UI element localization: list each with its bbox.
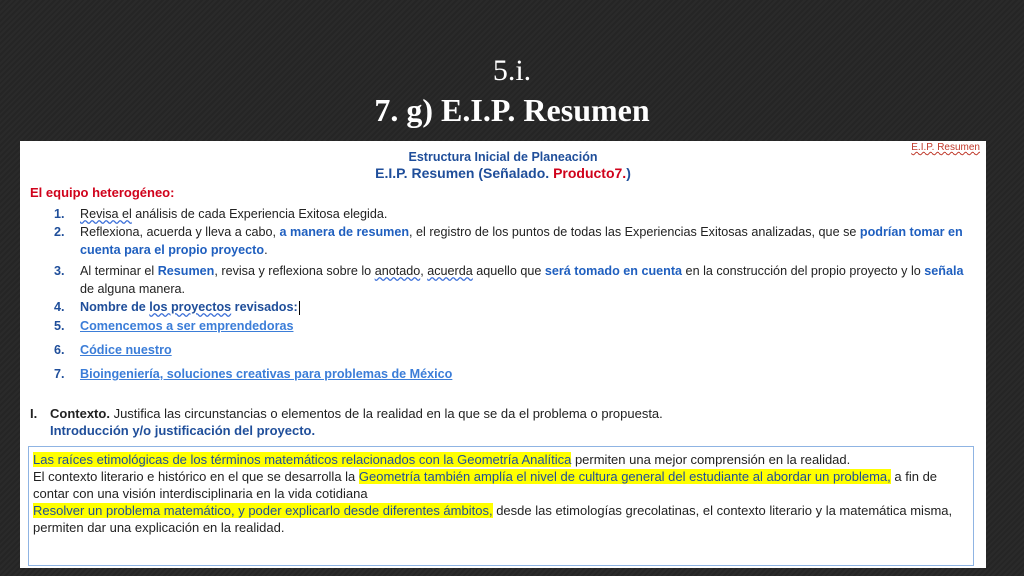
item-number: 3. [54,264,65,278]
slide-title-text: 7. g) E.I.P. Resumen [374,92,650,128]
item-text [80,341,970,359]
project-link[interactable]: Códice nuestro [80,343,172,357]
context-text-box[interactable] [28,446,974,566]
context-subtitle: Introducción y/o justificación del proyecto. [50,423,316,438]
document-screenshot [20,141,986,568]
project-link[interactable]: Comencemos a ser emprendedoras [80,319,294,333]
text-cursor [299,301,300,315]
item-number: 2. [54,225,65,239]
list-item [54,298,980,316]
subheading-part-a: E.I.P. Resumen (Señalado. [375,165,554,181]
item-number: 5. [54,319,65,333]
item-text-part: revisados: [231,300,298,314]
box-paragraph [33,502,967,536]
item-number: 1. [54,207,65,221]
item-text [80,317,970,335]
context-text: Justifica las circunstancias o elementos de la realidad en la que se da el problema o propuesta. [109,406,663,421]
slide-title [0,52,1024,130]
list-item [54,317,980,335]
item-text-part: Reflexiona, acuerda y lleva a cabo, [80,225,280,239]
list-item [54,341,980,359]
item-text-part: de alguna manera. [80,282,186,296]
item-text-emphasis: a manera de resumen [279,225,410,239]
item-text-underlined: anotado [374,264,421,278]
project-link[interactable]: Bioingeniería, soluciones creativas para problemas de México [80,367,453,381]
item-number: 4. [54,300,65,314]
item-text-part: , revisa y reflexiona sobre lo [214,264,375,278]
highlighted-text: Las raíces etimológicas de los términos matemáticos relacionados con la Geometría Analítica [33,452,572,467]
team-label: El equipo heterogéneo: [30,185,175,200]
box-paragraph [33,468,967,502]
highlighted-text: Geometría también amplía el nivel de cultura general del estudiante al abordar un problema, [358,469,891,484]
item-text-emphasis: podrían tomar en cuenta para el propio proyecto [80,225,963,257]
item-number: 7. [54,367,65,381]
item-text-part: , el registro de los puntos de todas las Experiencias Exitosas analizadas, que se [409,225,860,239]
list-item [54,262,980,298]
subheading-product: Producto7. [553,165,627,181]
item-text [80,223,970,259]
slide-title-number: 5.i. [492,54,532,87]
list-item [54,205,980,223]
subheading-part-c: ) [626,165,631,181]
item-text-part: en la construcción del propio proyecto y lo [682,264,925,278]
box-text: permiten una mejor comprensión en la realidad. [571,452,851,467]
highlighted-text: Resolver un problema matemático, y poder explicarlo desde diferentes ámbitos, [33,503,493,518]
item-text [80,365,970,383]
context-numeral: I. [30,406,38,421]
item-text-part: aquello que [472,264,545,278]
context-line [30,405,970,422]
list-item [54,365,980,383]
document-subheading [20,165,986,181]
item-text [80,262,970,298]
item-text-part: . [264,243,268,257]
item-text-underlined: los proyectos [149,300,232,314]
item-text-emphasis: será tomado en cuenta [544,264,683,278]
context-label: Contexto. [50,406,110,421]
document-heading: Estructura Inicial de Planeación [408,150,598,164]
item-text-part: , [420,264,428,278]
item-text-emphasis: Resumen [157,264,215,278]
item-text-underlined: Revisa el [80,207,132,221]
list-item [54,223,980,259]
box-paragraph [33,451,967,468]
item-number: 6. [54,343,65,357]
corner-tag: E.I.P. Resumen [911,142,980,153]
item-text-part: Nombre de [80,300,150,314]
item-text-part: Al terminar el [80,264,158,278]
item-text-emphasis: señala [924,264,964,278]
box-text: desde las etimologías grecolatinas, el contexto literario y la matemática misma, permiten dar una explicación en la realidad. [33,503,953,535]
item-text-underlined: acuerda [427,264,473,278]
context-section [30,405,970,439]
item-text [80,205,970,223]
item-text [80,298,970,316]
item-text-rest: análisis de cada Experiencia Exitosa elegida. [131,207,388,221]
box-text: a fin de contar con una visión interdisciplinaria en la vida cotidiana [33,469,938,501]
box-text: El contexto literario e histórico en el que se desarrolla la [33,469,359,484]
